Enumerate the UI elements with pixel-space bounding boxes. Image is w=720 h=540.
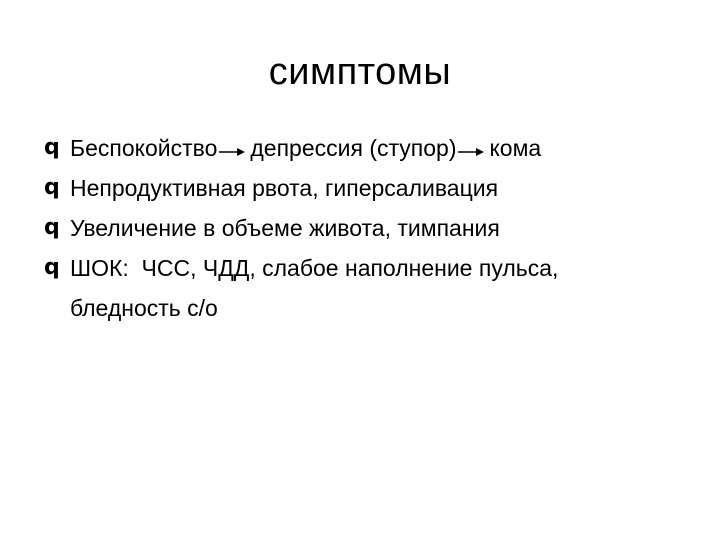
bullet-text-line2: бледность с/о [70,295,218,321]
bullet-item-vomiting [40,168,700,208]
bullet-text-depression: депрессия (ступор) [250,135,457,161]
bullet-text: Увеличение в объеме живота, тимпания [70,215,500,241]
bullet-marker: q [44,255,60,280]
bullet-text-coma: кома [489,135,542,161]
bullet-item-shock [40,248,700,328]
right-arrow-icon [458,144,484,156]
right-arrow-icon [219,144,245,156]
bullet-marker: q [44,215,60,240]
bullet-text-line1: ШОК: ЧСС, ЧДД, слабое наполнение пульса, [70,255,559,281]
bullet-marker: q [44,175,60,200]
bullet-text-restlessness: Беспокойство [70,135,218,161]
bullet-item-behavior [40,128,700,168]
bullet-item-abdomen [40,208,700,248]
bullet-marker: q [44,135,60,160]
slide-title: симптомы [268,51,452,93]
bullet-list [40,128,700,328]
bullet-text: Непродуктивная рвота, гиперсаливация [70,175,499,201]
